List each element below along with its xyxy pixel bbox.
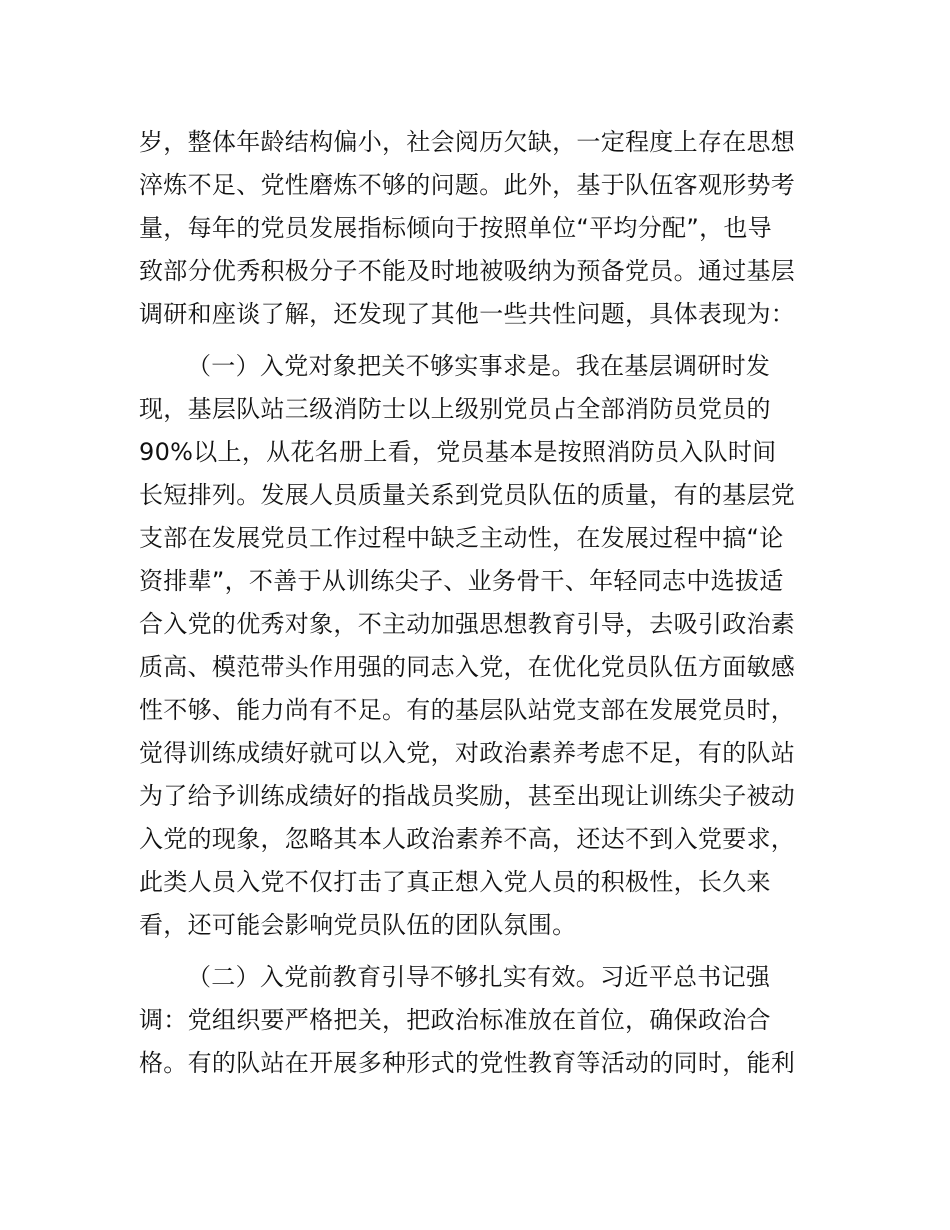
text-line: 资排辈”，不善于从训练尖子、业务骨干、年轻同志中选拔适 [139, 567, 784, 595]
text-line: 入党的现象，忽略其本人政治素养不高，还达不到入党要求， [139, 825, 796, 853]
text-line: 90%以上，从花名册上看，党员基本是按照消防员入队时间 [139, 438, 777, 466]
section-heading-2: （二）入党前教育引导不够扎实有效。习近平总书记强 [187, 963, 771, 991]
text-line: 调研和座谈了解，还发现了其他一些共性问题，具体表现为： [139, 300, 796, 328]
text-line: 量，每年的党员发展指标倾向于按照单位“平均分配”，也导 [139, 214, 772, 242]
text-line: 格。有的队站在开展多种形式的党性教育等活动的同时，能利 [139, 1049, 796, 1077]
section-heading-1: （一）入党对象把关不够实事求是。我在基层调研时发 [187, 352, 771, 380]
text-line: 看，还可能会影响党员队伍的团队氛围。 [139, 911, 577, 939]
text-line: 质高、模范带头作用强的同志入党，在优化党员队伍方面敏感 [139, 653, 796, 681]
text-line: 合入党的优秀对象，不主动加强思想教育引导，去吸引政治素 [139, 610, 796, 638]
text-line: 淬炼不足、党性磨炼不够的问题。此外，基于队伍客观形势考 [139, 171, 796, 199]
text-line: 调：党组织要严格把关，把政治标准放在首位，确保政治合 [139, 1006, 771, 1034]
text-line: 为了给予训练成绩好的指战员奖励，甚至出现让训练尖子被动 [139, 782, 796, 810]
text-line: 性不够、能力尚有不足。有的基层队站党支部在发展党员时， [139, 696, 796, 724]
text-line: 长短排列。发展人员质量关系到党员队伍的质量，有的基层党 [139, 481, 796, 509]
text-line: 觉得训练成绩好就可以入党，对政治素养考虑不足，有的队站 [139, 739, 796, 767]
text-line: 致部分优秀积极分子不能及时地被吸纳为预备党员。通过基层 [139, 257, 796, 285]
text-line: 此类人员入党不仅打击了真正想入党人员的积极性，长久来 [139, 868, 771, 896]
text-line: 支部在发展党员工作过程中缺乏主动性，在发展过程中搞“论 [139, 524, 784, 552]
text-line: 岁，整体年龄结构偏小，社会阅历欠缺，一定程度上存在思想 [139, 128, 796, 156]
text-line: 现，基层队站三级消防士以上级别党员占全部消防员党员的 [139, 395, 771, 423]
